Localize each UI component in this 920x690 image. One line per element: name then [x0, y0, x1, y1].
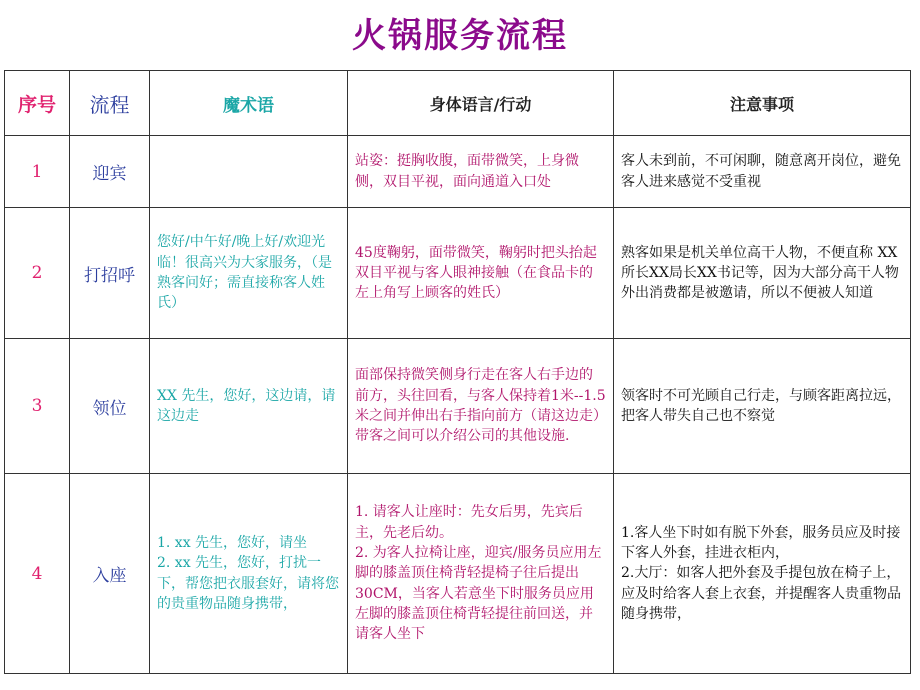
row-no: 1	[5, 136, 70, 208]
row-body-language: 面部保持微笑侧身行走在客人右手边的前方，头往回看，与客人保持着1米--1.5米之间并伸出右手指向前方（请这边走）带客之间可以介绍公司的其他设施.	[348, 339, 614, 474]
row-no: 3	[5, 339, 70, 474]
row-magic-words: 您好/中午好/晚上好/欢迎光临！很高兴为大家服务，（是熟客问好；需直接称客人姓氏）	[150, 208, 348, 339]
row-notes: 领客时不可光顾自己行走，与顾客距离拉远，把客人带失自己也不察觉	[614, 339, 911, 474]
service-flow-table	[4, 70, 911, 674]
table-row	[5, 474, 911, 674]
row-no: 2	[5, 208, 70, 339]
row-process: 打招呼	[70, 208, 150, 339]
table-header-row	[5, 71, 911, 136]
row-process: 入座	[70, 474, 150, 674]
header-no: 序号	[5, 71, 70, 136]
header-body-language: 身体语言/行动	[348, 71, 614, 136]
table-row	[5, 136, 911, 208]
row-body-language: 45度鞠躬，面带微笑，鞠躬时把头抬起双目平视与客人眼神接触（在食品卡的左上角写上顾客的姓氏）	[348, 208, 614, 339]
row-notes: 1.客人坐下时如有脱下外套，服务员应及时接下客人外套，挂进衣柜内， 2.大厅：如客人把外套及手提包放在椅子上，应及时给客人套上衣套，并提醒客人贵重物品随身携带，	[614, 474, 911, 674]
header-process: 流程	[70, 71, 150, 136]
row-magic-words: 1. xx 先生，您好，请坐 2. xx 先生，您好，打扰一下，帮您把衣服套好，请将您的贵重物品随身携带，	[150, 474, 348, 674]
row-process: 领位	[70, 339, 150, 474]
row-body-language: 1. 请客人让座时：先女后男，先宾后主，先老后幼。 2. 为客人拉椅让座，迎宾/服务员应用左脚的膝盖顶住椅背轻提椅子往后提出30CM，当客人若意坐下时服务员应用左脚的膝盖顶住椅背轻提往前回送，并请客人坐下	[348, 474, 614, 674]
table-row	[5, 339, 911, 474]
row-body-language: 站姿：挺胸收腹，面带微笑，上身微侧，双目平视，面向通道入口处	[348, 136, 614, 208]
header-magic-words: 魔术语	[150, 71, 348, 136]
row-magic-words	[150, 136, 348, 208]
row-magic-words: XX 先生，您好，这边请，请这边走	[150, 339, 348, 474]
header-notes: 注意事项	[614, 71, 911, 136]
row-notes: 客人未到前，不可闲聊，随意离开岗位，避免客人进来感觉不受重视	[614, 136, 911, 208]
row-no: 4	[5, 474, 70, 674]
row-process: 迎宾	[70, 136, 150, 208]
table-row	[5, 208, 911, 339]
row-notes: 熟客如果是机关单位高干人物，不便直称 XX所长XX局长XX书记等，因为大部分高干人物外出消费都是被邀请，所以不便被人知道	[614, 208, 911, 339]
page-title: 火锅服务流程	[352, 16, 568, 56]
